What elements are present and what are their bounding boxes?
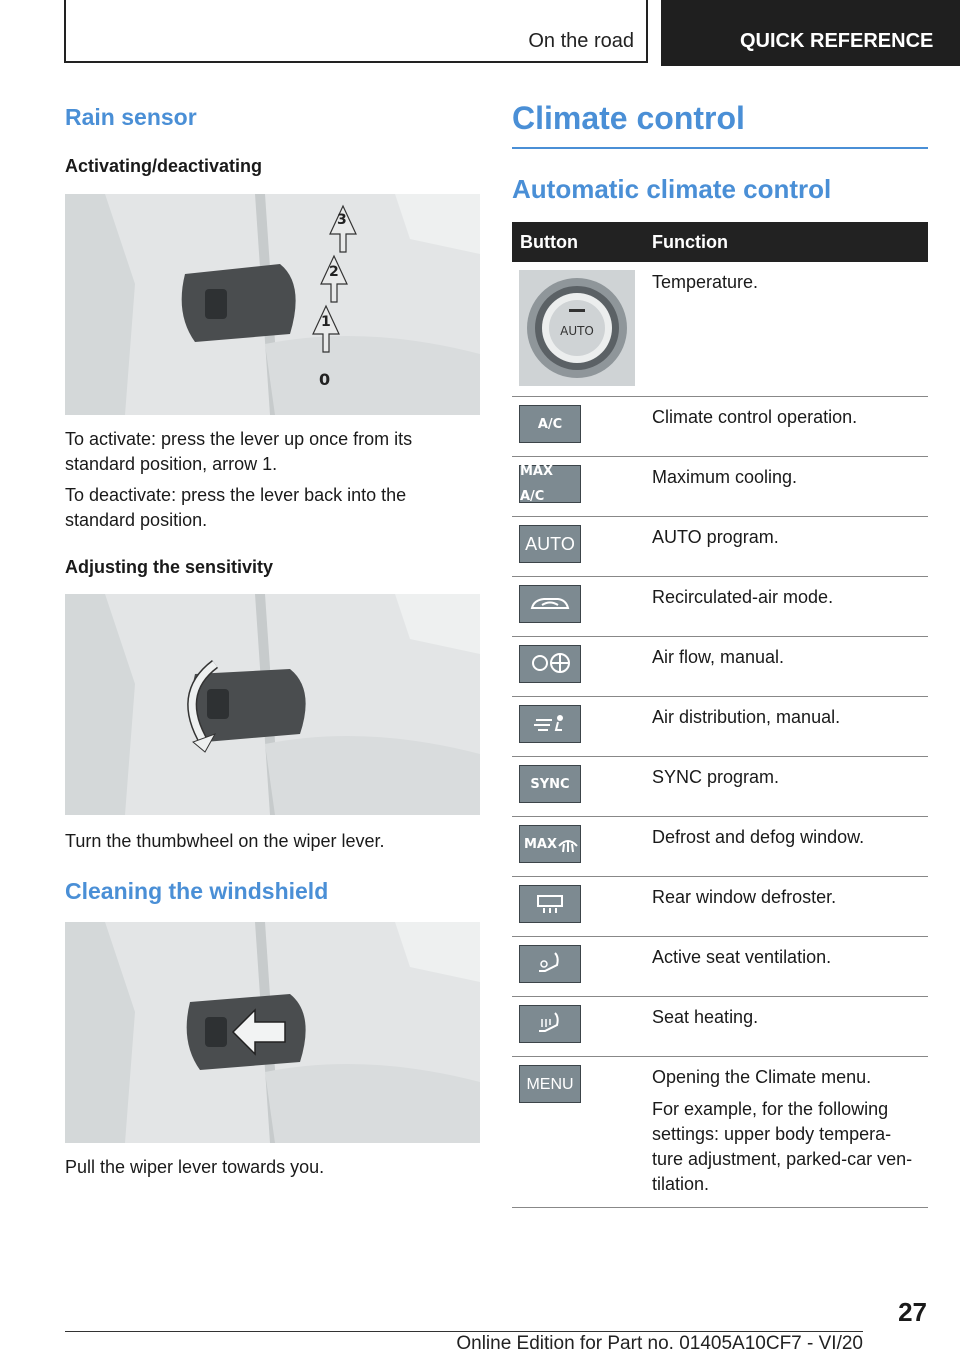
function-cell: Maximum cooling. bbox=[644, 457, 928, 517]
menu-button-icon: MENU bbox=[519, 1065, 581, 1103]
left-column bbox=[65, 100, 480, 1180]
header-section: On the road bbox=[528, 30, 634, 52]
arrow-label-3: 3 bbox=[337, 212, 347, 228]
table-row bbox=[512, 517, 928, 577]
pull-lever-text: Pull the wiper lever towards you. bbox=[65, 1157, 325, 1177]
climate-buttons-table bbox=[512, 222, 928, 1208]
function-cell: Temperature. bbox=[644, 262, 928, 397]
climate-control-heading: Climate control bbox=[512, 100, 928, 149]
activating-heading: Activating/deactivating bbox=[65, 156, 263, 176]
knob-auto-label: AUTO bbox=[560, 324, 594, 338]
right-column bbox=[512, 100, 928, 1208]
function-cell: Air flow, manual. bbox=[644, 637, 928, 697]
table-row bbox=[512, 397, 928, 457]
max-defrost-icon bbox=[519, 825, 581, 863]
page-header bbox=[0, 0, 960, 66]
thumbwheel-text: Turn the thumbwheel on the wiper lever. bbox=[65, 831, 385, 851]
table-row bbox=[512, 262, 928, 397]
table-row bbox=[512, 697, 928, 757]
air-distribution-icon bbox=[519, 705, 581, 743]
table-row bbox=[512, 877, 928, 937]
function-cell: AUTO program. bbox=[644, 517, 928, 577]
table-row bbox=[512, 817, 928, 877]
function-cell: Climate control operation. bbox=[644, 397, 928, 457]
column-header-button: Button bbox=[512, 222, 644, 262]
rain-sensor-heading: Rain sensor bbox=[65, 104, 197, 130]
seat-heating-icon bbox=[519, 1005, 581, 1043]
table-row bbox=[512, 457, 928, 517]
deactivate-text: To deactivate: press the lever back into the standard position. bbox=[65, 485, 407, 530]
max-ac-button-icon: MAX A/C bbox=[519, 465, 581, 503]
rear-defrost-icon bbox=[519, 885, 581, 923]
activate-text: To activate: press the lever up once from its standard position, arrow 1. bbox=[65, 429, 413, 474]
arrow-label-2: 2 bbox=[329, 264, 339, 280]
table-row bbox=[512, 937, 928, 997]
function-cell: Recirculated-air mode. bbox=[644, 577, 928, 637]
table-row bbox=[512, 637, 928, 697]
max-defrost-label: MAX bbox=[524, 836, 558, 852]
recirculation-icon bbox=[519, 585, 581, 623]
footer-rule bbox=[65, 1331, 863, 1332]
wiper-lever-image-pull bbox=[65, 922, 480, 1143]
cleaning-windshield-heading: Cleaning the windshield bbox=[65, 878, 329, 904]
function-cell: Defrost and defog window. bbox=[644, 817, 928, 877]
function-cell: Rear window defroster. bbox=[644, 877, 928, 937]
arrow-label-0: 0 bbox=[319, 370, 331, 389]
function-cell: SYNC program. bbox=[644, 757, 928, 817]
ac-button-icon: A/C bbox=[519, 405, 581, 443]
footer-edition: Online Edition for Part no. 01405A10CF7 - VI/20 bbox=[456, 1333, 863, 1354]
sensitivity-heading: Adjusting the sensitivity bbox=[65, 557, 274, 577]
table-header-row bbox=[512, 222, 928, 262]
table-row bbox=[512, 757, 928, 817]
auto-button-icon: AUTO bbox=[519, 525, 581, 563]
fan-icon bbox=[519, 645, 581, 683]
function-cell: Opening the Climate menu. bbox=[652, 1067, 872, 1087]
table-row bbox=[512, 577, 928, 637]
function-cell: Active seat ventilation. bbox=[644, 937, 928, 997]
header-tab: QUICK REFERENCE bbox=[661, 0, 960, 66]
wiper-lever-image-thumbwheel bbox=[65, 594, 480, 815]
sync-button-icon: SYNC bbox=[519, 765, 581, 803]
function-cell: Seat heating. bbox=[644, 997, 928, 1057]
seat-ventilation-icon bbox=[519, 945, 581, 983]
function-cell-detail: For example, for the following settings: upper body tempera-ture adjustment, parked-car ven-tilation. bbox=[652, 1099, 913, 1194]
wiper-lever-image-activate bbox=[65, 194, 480, 415]
column-header-function: Function bbox=[644, 222, 928, 262]
page-number: 27 bbox=[898, 1297, 927, 1327]
temperature-knob-icon bbox=[519, 270, 635, 386]
table-row bbox=[512, 1057, 928, 1208]
table-row bbox=[512, 997, 928, 1057]
arrow-label-1: 1 bbox=[321, 314, 331, 330]
function-cell: Air distribution, manual. bbox=[644, 697, 928, 757]
automatic-climate-heading: Automatic climate control bbox=[512, 174, 832, 204]
